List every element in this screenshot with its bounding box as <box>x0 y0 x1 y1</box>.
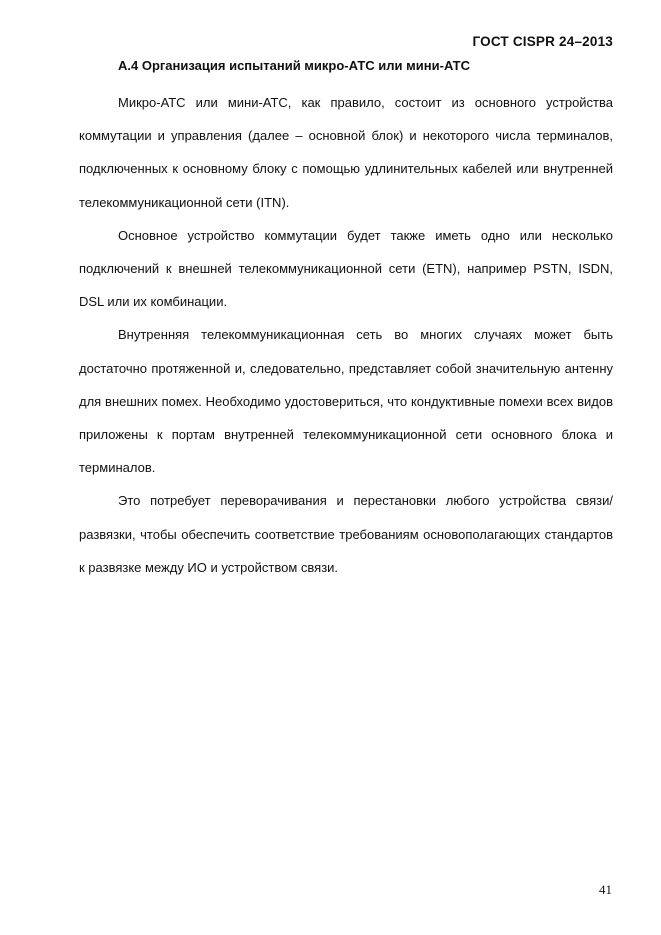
section-heading: А.4 Организация испытаний микро-АТС или мини-АТС <box>118 58 471 73</box>
page-number: 41 <box>599 882 612 897</box>
body-text <box>79 86 613 584</box>
paragraph-3: Внутренняя телекоммуникационная сеть во многих случаях может быть достаточно протяженной и, следовательно, представляет собой значительную антенну для внешних помех. Необходимо удостовериться, что кондуктивные помехи всех видов приложены к портам внутренней телекоммуникационной сети основного блока и терминалов. <box>79 327 613 476</box>
paragraph-1: Микро-АТС или мини-АТС, как правило, состоит из основного устройства коммутации и управления (далее – основной блок) и некоторого числа терминалов, подключенных к основному блоку с помощью удлинительных кабелей или внутренней телекоммуникационной сети (ITN). <box>79 95 613 210</box>
document-header-standard-id: ГОСТ CISPR 24–2013 <box>472 34 613 49</box>
paragraph-4: Это потребует переворачивания и перестановки любого устройства связи/развязки, чтобы обеспечить соответствие требованиям основополагающих стандартов к развязке между ИО и устройством связи. <box>79 493 613 575</box>
paragraph-2: Основное устройство коммутации будет также иметь одно или несколько подключений к внешней телекоммуникационной сети (ETN), например PSTN, ISDN, DSL или их комбинации. <box>79 227 613 310</box>
